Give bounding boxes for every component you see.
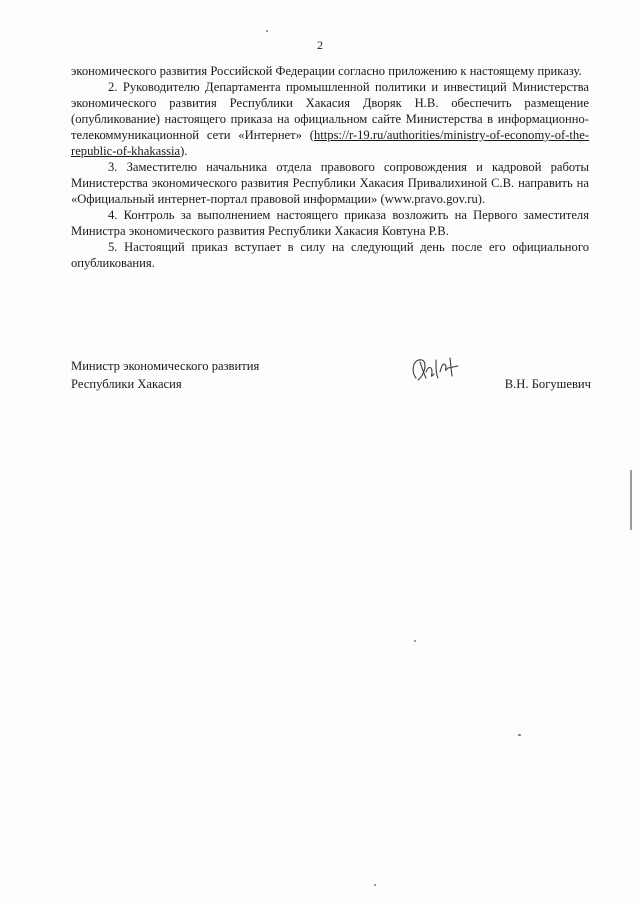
signer-title bbox=[71, 357, 331, 393]
scan-speck bbox=[266, 30, 268, 32]
order-body bbox=[71, 63, 589, 271]
signature-block bbox=[71, 357, 591, 397]
scan-edge-mark bbox=[630, 470, 632, 530]
paragraph-2-text: 2. Руководителю Департамента промышленной политики и инвестиций Министерства экономического развития Республики Хакасия Дворяк Н.В. обеспечить размещение (опубликование) настоящего приказа на официальном сайте Министерства в информационно-телекоммуникационной сети «Интернет» ( bbox=[71, 80, 589, 142]
signer-title-line-2: Республики Хакасия bbox=[71, 377, 182, 391]
ministry-site-link[interactable]: https://r-19.ru/authorities/ministry-of-economy-of-the-republic-of-khakassia bbox=[71, 128, 589, 158]
scan-speck bbox=[414, 640, 416, 642]
paragraph-2 bbox=[71, 79, 589, 159]
page-number: 2 bbox=[317, 38, 323, 52]
paragraph-4: 4. Контроль за выполнением настоящего приказа возложить на Первого заместителя Министра экономического развития Республики Хакасия Ковтуна Р.В. bbox=[71, 208, 589, 238]
scan-speck bbox=[518, 734, 521, 736]
signer-name: В.Н. Богушевич bbox=[504, 377, 591, 391]
paragraph-3: 3. Заместителю начальника отдела правового сопровождения и кадровой работы Министерства экономического развития Республики Хакасия Привалихиной С.В. направить на «Официальный интернет-портал правовой информации» (www.pravo.gov.ru). bbox=[71, 160, 589, 206]
paragraph-5: 5. Настоящий приказ вступает в силу на следующий день после его официального опубликования. bbox=[71, 240, 589, 270]
scan-speck bbox=[374, 884, 376, 886]
paragraph-continuation: экономического развития Российской Федерации согласно приложению к настоящему приказу. bbox=[71, 64, 582, 78]
handwritten-signature-icon bbox=[406, 352, 466, 388]
signer-title-line-1: Министр экономического развития bbox=[71, 359, 260, 373]
paragraph-2-end: ). bbox=[180, 144, 188, 158]
